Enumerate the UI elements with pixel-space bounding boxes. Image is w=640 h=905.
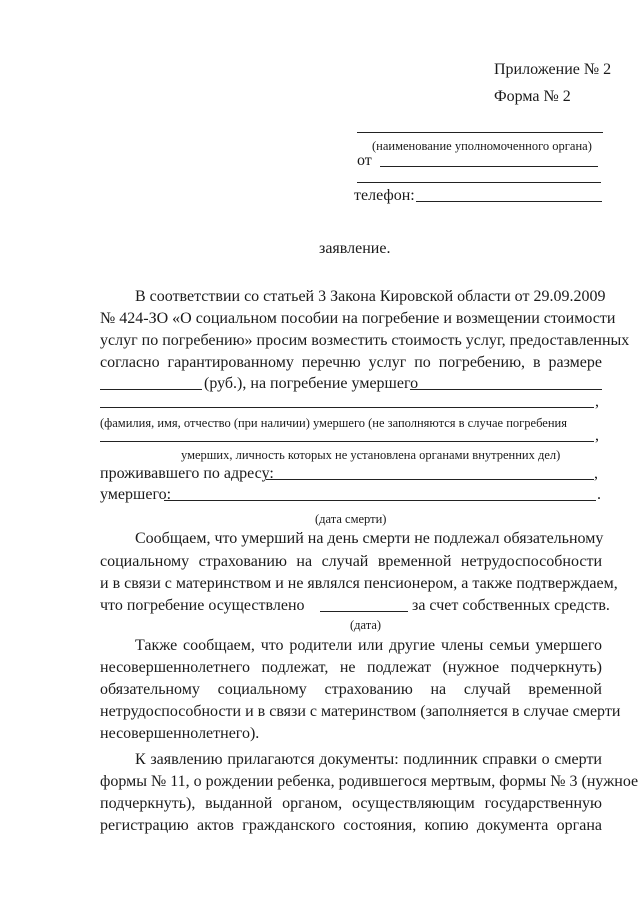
period: .	[597, 486, 601, 503]
document-title: заявление.	[319, 240, 391, 257]
p3-line-5: несовершеннолетнего).	[100, 725, 260, 742]
comma-2: ,	[595, 427, 599, 444]
p1-line-2: № 424-ЗО «О социальном пособии на погребение и возмещении стоимости	[100, 310, 616, 327]
p4-line-1: К заявлению прилагаются документы: подлинник справки о смерти	[135, 751, 602, 768]
p2-line-3: и в связи с материнством и не являлся пенсионером, а также подтверждаем,	[100, 575, 618, 592]
amount-field-line	[100, 389, 202, 390]
form-number: Форма № 2	[494, 88, 571, 105]
p2-line-4a: что погребение осуществлено	[100, 597, 305, 614]
p4-line-2: формы № 11, о рождении ребенка, родившегося мертвым, формы № 3 (нужное	[100, 773, 639, 790]
appendix-number: Приложение № 2	[494, 61, 612, 78]
deceased-name-caption-2: умерших, личность которых не установлена органами внутренних дел)	[181, 448, 561, 462]
organ-name-caption: (наименование уполномоченного органа)	[372, 139, 592, 153]
address-label: проживавшего по адресу:	[100, 465, 274, 482]
date-of-death-line	[164, 500, 596, 501]
p1-line-1: В соответствии со статьей 3 Закона Кировской области от 29.09.2009	[135, 288, 606, 305]
p3-line-1: Также сообщаем, что родители или другие члены семьи умершего	[135, 637, 602, 654]
p3-line-4: нетрудоспособности и в связи с материнством (заполняется в случае смерти	[100, 703, 621, 720]
organ-name-line	[357, 132, 603, 133]
p4-line-4: регистрацию актов гражданского состояния, копию документа органа	[100, 817, 602, 834]
deceased-name-line-2	[100, 407, 594, 408]
p3-line-2: несовершеннолетнего подлежат, не подлежат (нужное подчеркнуть)	[100, 659, 602, 676]
p3-line-3: обязательному социальному страхованию на случай временной	[100, 681, 602, 698]
phone-label: телефон:	[354, 187, 415, 204]
deceased-name-line-3	[100, 441, 594, 442]
deceased-name-caption-1: (фамилия, имя, отчество (при наличии) умершего (не заполняются в случае погребения	[100, 416, 567, 430]
p2-line-1: Сообщаем, что умерший на день смерти не подлежал обязательному	[135, 530, 604, 547]
phone-line	[416, 201, 602, 202]
date-of-death-label: умершего:	[100, 486, 172, 503]
p1-line-4: согласно гарантированному перечню услуг по погребению, в размере	[100, 354, 602, 371]
address-line	[266, 479, 594, 480]
burial-date-line	[320, 611, 408, 612]
from-line	[380, 166, 598, 167]
deceased-name-line	[410, 389, 602, 390]
p1-line-3: услуг по погребению» просим возместить стоимость услуг, предоставленных	[100, 332, 630, 349]
p4-line-3: подчеркнуть), выданной органом, осуществляющим государственную	[100, 795, 602, 812]
date-of-death-caption: (дата смерти)	[315, 512, 387, 526]
p2-line-4b: за счет собственных средств.	[412, 597, 610, 614]
burial-date-caption: (дата)	[350, 618, 382, 632]
from-line-2	[357, 182, 601, 183]
from-label: от	[357, 152, 372, 169]
amount-and-deceased-label: (руб.), на погребение умершего	[204, 375, 419, 392]
comma: ,	[595, 393, 599, 410]
p2-line-2: социальному страхованию на случай временной нетрудоспособности	[100, 553, 602, 570]
comma-3: ,	[594, 465, 598, 482]
